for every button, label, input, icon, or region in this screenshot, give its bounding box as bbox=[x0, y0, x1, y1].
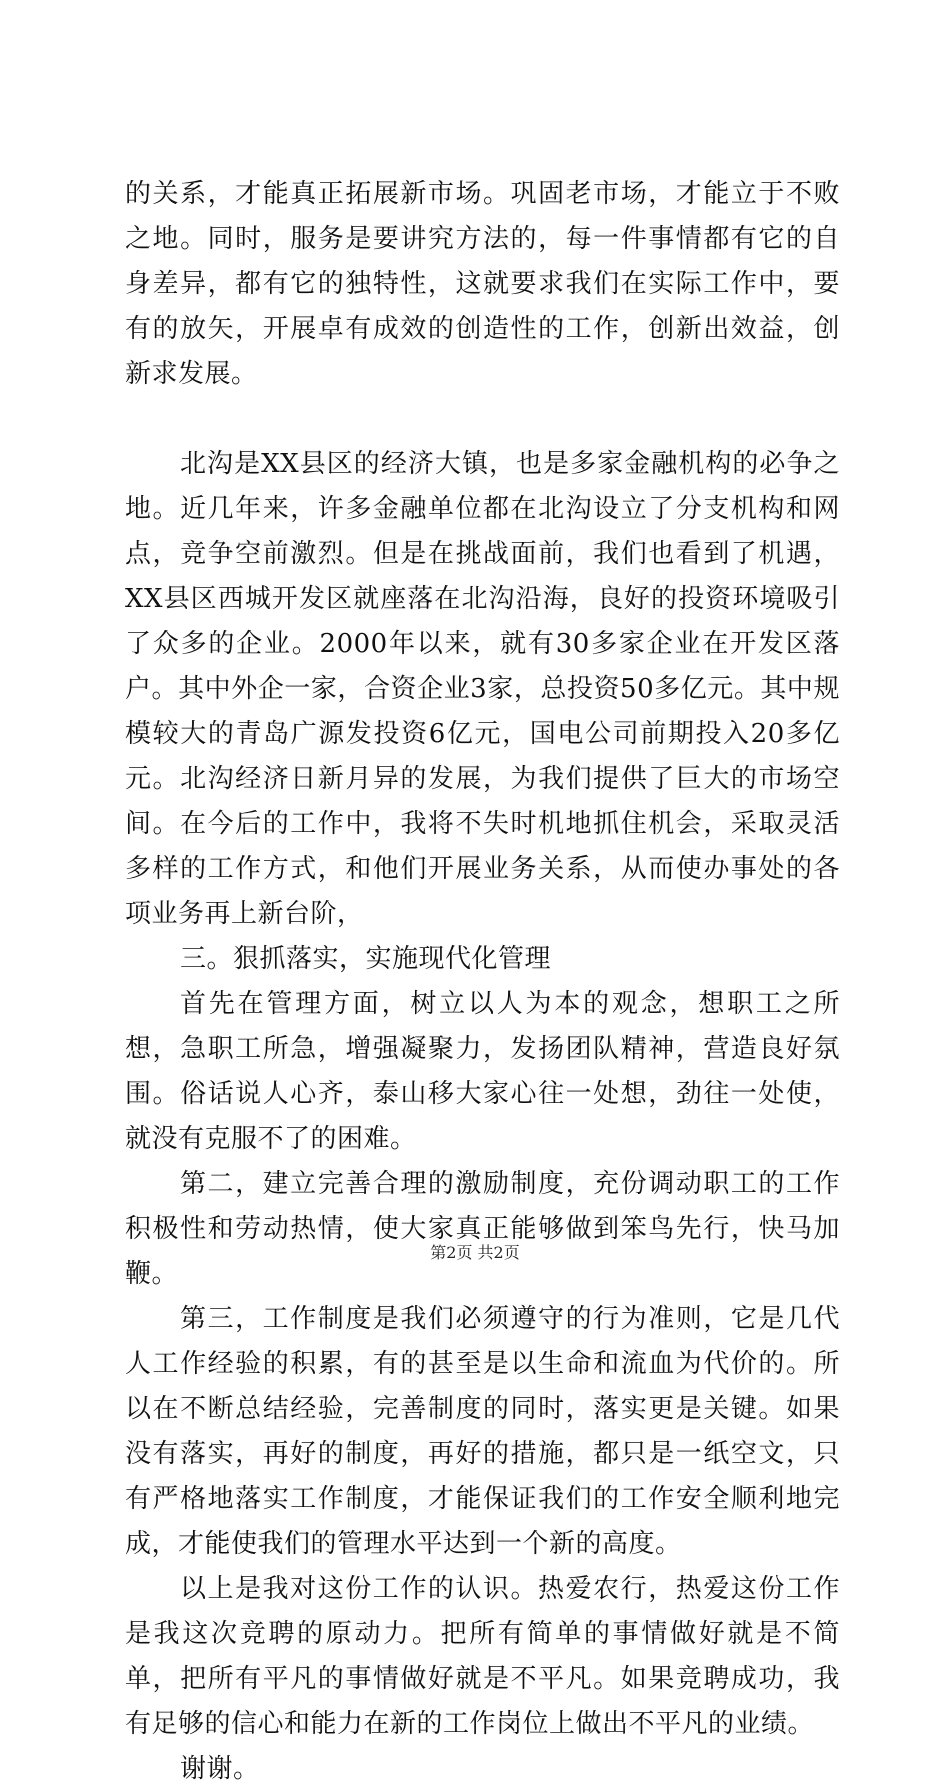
paragraph-spacer bbox=[125, 397, 840, 442]
paragraph-continuation: 的关系，才能真正拓展新市场。巩固老市场，才能立于不败之地。同时，服务是要讲究方法的，每一件事情都有它的自身差异，都有它的独特性，这就要求我们在实际工作中，要有的放矢，开展卓有成效的创造性的工作，创新出效益，创新求发展。 bbox=[125, 179, 840, 389]
document-body bbox=[125, 172, 840, 1792]
section-heading: 三。狠抓落实，实施现代化管理 bbox=[180, 944, 552, 974]
page-footer: 第2页 共2页 bbox=[430, 1243, 520, 1262]
paragraph-conclusion: 以上是我对这份工作的认识。热爱农行，热爱这份工作是我这次竞聘的原动力。把所有简单的事情做好就是不简单，把所有平凡的事情做好就是不平凡。如果竞聘成功，我有足够的信心和能力在新的工作岗位上做出不平凡的业绩。 bbox=[125, 1574, 840, 1739]
paragraph-rules: 第三，工作制度是我们必须遵守的行为准则，它是几代人工作经验的积累，有的甚至是以生命和流血为代价的。所以在不断总结经验，完善制度的同时，落实更是关键。如果没有落实，再好的制度，再好的措施，都只是一纸空文，只有严格地落实工作制度，才能保证我们的工作安全顺利地完成，才能使我们的管理水平达到一个新的高度。 bbox=[125, 1304, 840, 1559]
paragraph-beigou: 北沟是XX县区的经济大镇，也是多家金融机构的必争之地。近几年来，许多金融单位都在北沟设立了分支机构和网点，竞争空前激烈。但是在挑战面前，我们也看到了机遇，XX县区西城开发区就座落在北沟沿海，良好的投资环境吸引了众多的企业。2000年以来，就有30多家企业在开发区落户。其中外企一家，合资企业3家，总投资50多亿元。其中规模较大的青岛广源发投资6亿元，国电公司前期投入20多亿元。北沟经济日新月异的发展，为我们提供了巨大的市场空间。在今后的工作中，我将不失时机地抓住机会，采取灵活多样的工作方式，和他们开展业务关系，从而使办事处的各项业务再上新台阶， bbox=[125, 449, 840, 929]
paragraph-management: 首先在管理方面，树立以人为本的观念，想职工之所想，急职工所急，增强凝聚力，发扬团队精神，营造良好氛围。俗话说人心齐，泰山移大家心往一处想，劲往一处使，就没有克服不了的困难。 bbox=[125, 989, 840, 1154]
paragraph-thanks: 谢谢。 bbox=[180, 1754, 260, 1784]
paragraph-incentive: 第二，建立完善合理的激励制度，充份调动职工的工作积极性和劳动热情，使大家真正能够做到笨鸟先行，快马加鞭。 bbox=[125, 1169, 840, 1289]
